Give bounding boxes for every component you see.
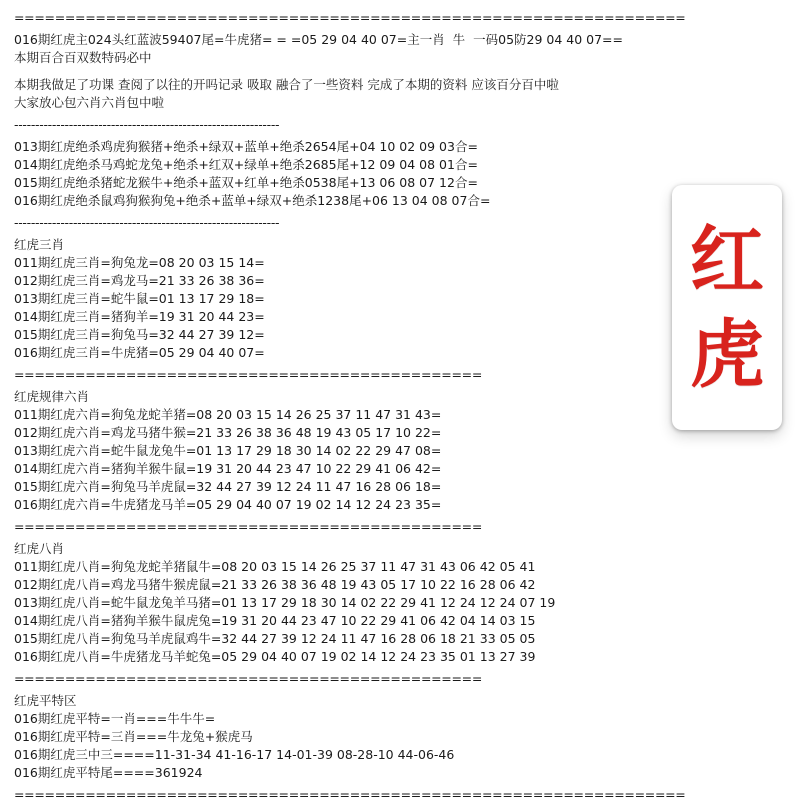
red-tiger-stamp-card bbox=[672, 185, 782, 430]
separator-4: ============================================== bbox=[14, 671, 482, 686]
six-xiao-line-011: 011期红虎六肖=狗兔龙蛇羊猪=08 20 03 15 14 26 25 37 11 47 31 43= bbox=[14, 407, 442, 422]
pingte-line-tail: 016期红虎平特尾====361924 bbox=[14, 765, 203, 780]
kill-line-016: 016期红虎绝杀鼠鸡狗猴狗兔+绝杀+蓝单+绿双+绝杀1238尾+06 13 04 08 07合= bbox=[14, 193, 491, 208]
three-xiao-line-014: 014期红虎三肖=猪狗羊=19 31 20 44 23= bbox=[14, 309, 265, 324]
section-title-pingte: 红虎平特区 bbox=[14, 693, 77, 708]
separator-top: ================================================================== bbox=[14, 10, 686, 25]
six-xiao-line-013: 013期红虎六肖=蛇牛鼠龙兔牛=01 13 17 29 18 30 14 02 22 29 47 08= bbox=[14, 443, 442, 458]
pingte-line-three-xiao: 016期红虎平特=三肖===牛龙兔+猴虎马 bbox=[14, 729, 253, 744]
eight-xiao-line-013: 013期红虎八肖=蛇牛鼠龙兔羊马猪=01 13 17 29 18 30 14 02 22 29 41 12 24 12 24 07 19 bbox=[14, 595, 556, 610]
section-title-six-xiao: 红虎规律六肖 bbox=[14, 389, 90, 404]
separator-2: ============================================== bbox=[14, 367, 482, 382]
separator-dash-1: --------------------------------------------------------------- bbox=[14, 117, 280, 132]
separator-bottom: ================================================================== bbox=[14, 787, 686, 802]
stamp-char-hu: 虎 bbox=[690, 311, 764, 398]
kill-line-014: 014期红虎绝杀马鸡蛇龙兔+绝杀+红双+绿单+绝杀2685尾+12 09 04 08 01合= bbox=[14, 157, 478, 172]
kill-line-013: 013期红虎绝杀鸡虎狗猴猪+绝杀+绿双+蓝单+绝杀2654尾+04 10 02 09 03合= bbox=[14, 139, 478, 154]
eight-xiao-line-015: 015期红虎八肖=狗兔马羊虎鼠鸡牛=32 44 27 39 12 24 11 47 16 28 06 18 21 33 05 05 bbox=[14, 631, 536, 646]
eight-xiao-line-014: 014期红虎八肖=猪狗羊猴牛鼠虎兔=19 31 20 44 23 47 10 22 29 41 06 42 04 14 03 15 bbox=[14, 613, 536, 628]
six-xiao-line-016: 016期红虎六肖=牛虎猪龙马羊=05 29 04 40 07 19 02 14 12 24 23 35= bbox=[14, 497, 442, 512]
section-title-three-xiao: 红虎三肖 bbox=[14, 237, 65, 252]
six-xiao-line-014: 014期红虎六肖=猪狗羊猴牛鼠=19 31 20 44 23 47 10 22 29 41 06 42= bbox=[14, 461, 442, 476]
three-xiao-line-016: 016期红虎三肖=牛虎猪=05 29 04 40 07= bbox=[14, 345, 265, 360]
pingte-line-three-zhong-three: 016期红虎三中三====11-31-34 41-16-17 14-01-39 08-28-10 44-06-46 bbox=[14, 747, 455, 762]
kill-line-015: 015期红虎绝杀猪蛇龙猴牛+绝杀+蓝双+红单+绝杀0538尾+13 06 08 07 12合= bbox=[14, 175, 478, 190]
separator-dash-2: --------------------------------------------------------------- bbox=[14, 215, 280, 230]
eight-xiao-line-011: 011期红虎八肖=狗兔龙蛇羊猪鼠牛=08 20 03 15 14 26 25 37 11 47 31 43 06 42 05 41 bbox=[14, 559, 536, 574]
intro-line-1: 016期红虎主024头红蓝波59407尾=牛虎猪= = =05 29 04 40 07=主一肖 牛 一码05防29 04 40 07== bbox=[14, 32, 624, 47]
pingte-line-one-xiao: 016期红虎平特=一肖===牛牛牛= bbox=[14, 711, 216, 726]
document-content bbox=[14, 10, 774, 803]
six-xiao-line-015: 015期红虎六肖=狗兔马羊虎鼠=32 44 27 39 12 24 11 47 16 28 06 18= bbox=[14, 479, 442, 494]
three-xiao-line-011: 011期红虎三肖=狗兔龙=08 20 03 15 14= bbox=[14, 255, 265, 270]
eight-xiao-line-016: 016期红虎八肖=牛虎猪龙马羊蛇兔=05 29 04 40 07 19 02 14 12 24 23 35 01 13 27 39 bbox=[14, 649, 536, 664]
intro-line-2: 本期百合百双数特码必中 bbox=[14, 50, 152, 65]
eight-xiao-line-012: 012期红虎八肖=鸡龙马猪牛猴虎鼠=21 33 26 38 36 48 19 43 05 17 10 22 16 28 06 42 bbox=[14, 577, 536, 592]
spacer bbox=[14, 67, 774, 76]
intro-note-line-2: 大家放心包六肖六肖包中啦 bbox=[14, 95, 165, 110]
section-title-eight-xiao: 红虎八肖 bbox=[14, 541, 65, 556]
three-xiao-line-013: 013期红虎三肖=蛇牛鼠=01 13 17 29 18= bbox=[14, 291, 265, 306]
separator-3: ============================================== bbox=[14, 519, 482, 534]
three-xiao-line-015: 015期红虎三肖=狗兔马=32 44 27 39 12= bbox=[14, 327, 265, 342]
stamp-char-hong: 红 bbox=[690, 217, 764, 304]
intro-note-line-1: 本期我做足了功课 查阅了以往的开吗记录 吸取 融合了一些资料 完成了本期的资料 应该百分百中啦 bbox=[14, 77, 559, 92]
six-xiao-line-012: 012期红虎六肖=鸡龙马猪牛猴=21 33 26 38 36 48 19 43 05 17 10 22= bbox=[14, 425, 442, 440]
three-xiao-line-012: 012期红虎三肖=鸡龙马=21 33 26 38 36= bbox=[14, 273, 265, 288]
